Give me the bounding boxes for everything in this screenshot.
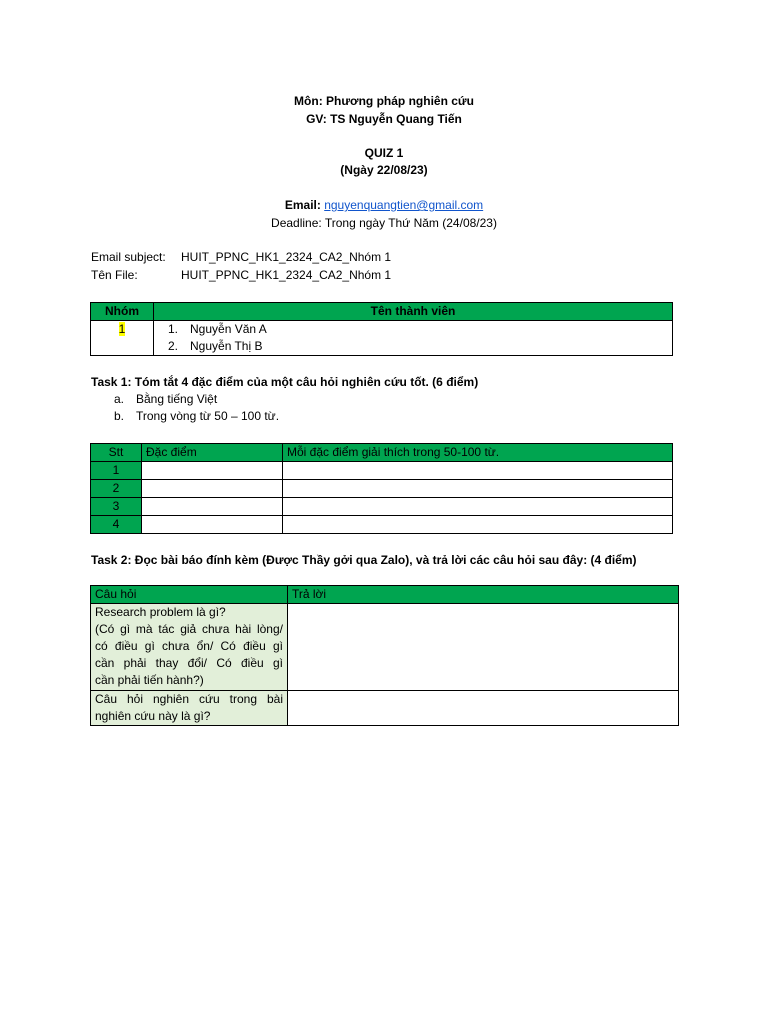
feature-header: Đặc điểm [142,444,283,462]
members-header: Tên thành viên [154,303,673,321]
member-name: Nguyễn Thị B [190,339,263,353]
group-number: 1 [118,322,126,336]
member-item [158,338,668,355]
member-number: 1. [168,322,179,336]
question-line: Câu hỏi nghiên cứu trong bài [95,692,283,706]
question-header: Câu hỏi [91,586,288,604]
answer-cell[interactable] [288,604,679,691]
email-subject-row [91,249,491,266]
quiz-date: (Ngày 22/08/23) [340,163,428,177]
question-line: cần phải tiến hành?) [95,673,204,687]
file-name-row [91,267,491,284]
question-cell [91,691,288,726]
question-line: cần phải thay đổi/ Có điều gì [95,656,283,670]
explain-cell[interactable] [283,480,673,498]
quiz-title: QUIZ 1 [364,146,404,160]
member-name: Nguyễn Văn A [190,322,267,336]
member-number: 2. [168,339,179,353]
explain-header: Mỗi đặc điểm giải thích trong 50-100 từ. [283,444,673,462]
task1-title: Task 1: Tóm tắt 4 đặc điểm của một câu hỏi nghiên cứu tốt. (6 điểm) [91,375,479,389]
group-number-cell [91,321,154,356]
deadline: Deadline: Trong ngày Thứ Năm (24/08/23) [271,216,497,230]
feature-cell[interactable] [142,462,283,480]
explain-cell[interactable] [283,516,673,534]
member-item [158,321,668,338]
members-cell [154,321,673,356]
row-number: 2 [91,480,142,498]
task1-item-b [114,408,280,425]
explain-cell[interactable] [283,462,673,480]
task2-title: Task 2: Đọc bài báo đính kèm (Được Thầy gởi qua Zalo), và trả lời các câu hỏi sau đây: (4 điểm) [91,553,637,567]
task1-row [91,462,673,480]
item-letter: b. [114,409,125,423]
email-subject-value: HUIT_PPNC_HK1_2324_CA2_Nhóm 1 [181,250,392,264]
task1-row [91,516,673,534]
task1-row [91,498,673,516]
group-table [90,302,673,356]
question-cell [91,604,288,691]
task1-row [91,480,673,498]
email-line [0,197,768,214]
question-line: nghiên cứu này là gì? [95,709,211,723]
feature-cell[interactable] [142,480,283,498]
stt-header: Stt [91,444,142,462]
row-number: 1 [91,462,142,480]
email-link[interactable]: nguyenquangtien@gmail.com [324,198,484,212]
answer-header: Trả lời [288,586,679,604]
email-label: Email: [284,198,321,212]
question-line: Research problem là gì? [95,605,226,619]
group-header: Nhóm [91,303,154,321]
file-name-label: Tên File: [91,268,138,282]
task2-table [90,585,679,726]
item-letter: a. [114,392,125,406]
course-subject: Môn: Phương pháp nghiên cứu [294,94,474,108]
item-text: Trong vòng từ 50 – 100 từ. [136,409,280,423]
file-name-value: HUIT_PPNC_HK1_2324_CA2_Nhóm 1 [181,268,392,282]
item-text: Bằng tiếng Việt [136,392,218,406]
task2-row [91,604,679,691]
answer-cell[interactable] [288,691,679,726]
row-number: 3 [91,498,142,516]
feature-cell[interactable] [142,516,283,534]
feature-cell[interactable] [142,498,283,516]
explain-cell[interactable] [283,498,673,516]
question-line: có điều gì chưa ổn/ Có điều gì [95,639,283,653]
email-subject-label: Email subject: [91,250,166,264]
task1-item-a [114,391,218,408]
member-list [158,321,668,355]
task2-row [91,691,679,726]
question-line: (Có gì mà tác giả chưa hài lòng/ [95,622,283,636]
task1-table [90,443,673,534]
teacher-name: GV: TS Nguyễn Quang Tiến [306,112,462,126]
row-number: 4 [91,516,142,534]
